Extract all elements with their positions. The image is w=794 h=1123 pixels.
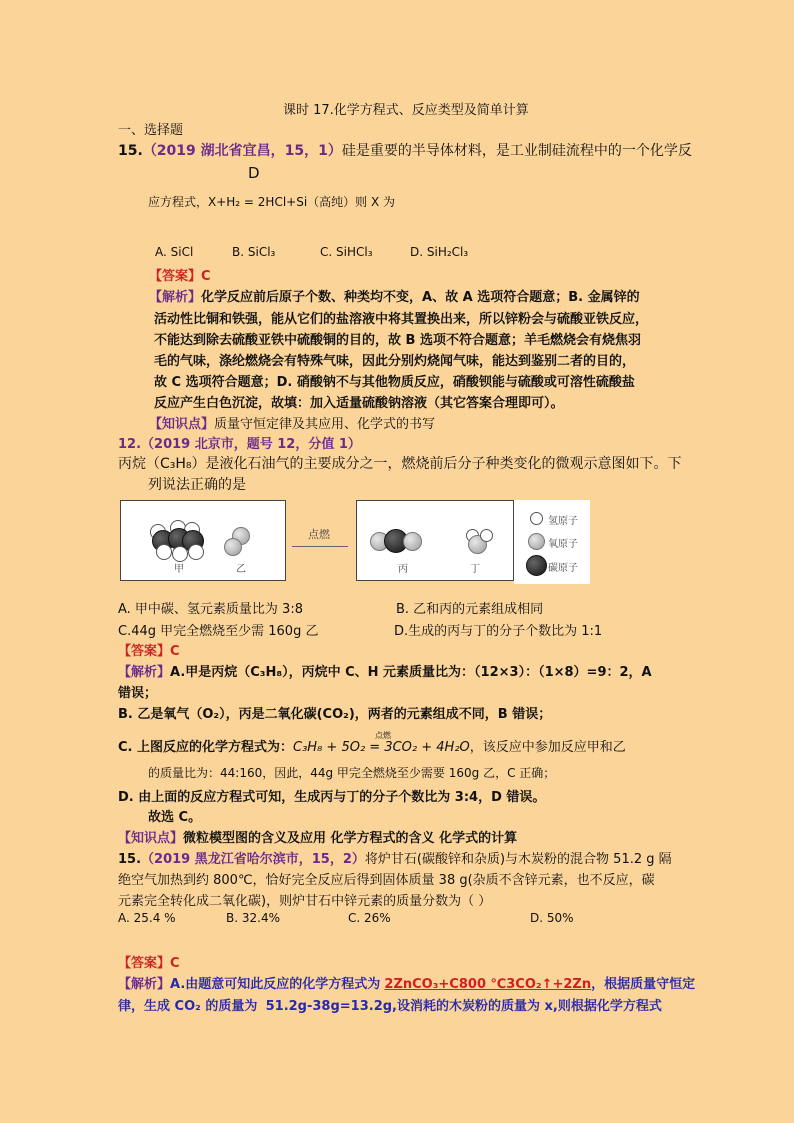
q1-number: 15. xyxy=(118,143,143,159)
q2-header xyxy=(118,433,361,452)
q3-analysis-line1 xyxy=(118,973,695,992)
label-bing: 丙 xyxy=(398,564,408,575)
legend-hydrogen: 氢原子 xyxy=(548,516,578,527)
q3-answer-label: 【答案】 xyxy=(118,956,171,971)
q3-answer-value: C xyxy=(170,956,180,971)
q2-option-c: C.44g 甲完全燃烧至少需 160g 乙 xyxy=(118,624,319,639)
q2-stem: 丙烷（C₃H₈）是液化石油气的主要成分之一，燃烧前后分子种类变化的微观示意图如下。下 xyxy=(118,456,682,472)
legend-carbon-icon xyxy=(526,555,547,576)
q2-kp-text: 微粒模型图的含义及应用 化学方程式的含义 化学式的计算 xyxy=(183,831,518,846)
q2-answer-label: 【答案】 xyxy=(118,644,171,659)
q3-number: 15. xyxy=(118,852,142,867)
q3-option-c: C. 26% xyxy=(348,911,391,925)
q1-analysis-line: 故 C 选项符合题意；D. 硝酸钠不与其他物质反应，硝酸钡能与硫酸或可溶性硫酸盐 xyxy=(154,375,635,390)
q1-analysis-text: 化学反应前后原子个数、种类均不变，A、故 A 选项符合题意；B. 金属锌的 xyxy=(201,290,640,305)
q3-analysis-label: 【解析】 xyxy=(118,977,171,992)
q1-option-c: C. SiHCl₃ xyxy=(320,245,373,259)
q1-option-b: B. SiCl₃ xyxy=(232,245,276,259)
legend-oxygen: 氧原子 xyxy=(548,539,578,550)
hydrogen-atom xyxy=(188,544,204,560)
oxygen-atom xyxy=(403,532,422,551)
arrow-label: 点燃 xyxy=(308,528,330,541)
q3-equation: 2ZnCO₃+C800 ℃3CO₂↑+2Zn xyxy=(384,977,592,992)
q2-analysis-c2: 的质量比为：44:160，因此，44g 甲完全燃烧至少需要 160g 乙，C 正确； xyxy=(148,766,556,780)
q1-answer-label: 【答案】 xyxy=(149,269,202,284)
hydrogen-atom xyxy=(480,529,493,542)
q3-stem-line xyxy=(118,848,672,867)
section-heading: 一、选择题 xyxy=(118,123,184,138)
page-title: 课时 17.化学方程式、反应类型及简单计算 xyxy=(283,103,529,118)
q1-stem2: 应方程式，X+H₂ = 2HCl+Si（高纯）则 X 为 xyxy=(148,195,396,209)
q2-analysis-a xyxy=(118,661,652,680)
q1-knowledge-point xyxy=(149,413,435,432)
q2-analysis-c-pre: C. 上图反应的化学方程式为： xyxy=(118,740,294,755)
oxygen-atom xyxy=(224,538,242,556)
molecule-diagram xyxy=(120,500,590,584)
q2-option-d: D.生成的丙与丁的分子个数比为 1:1 xyxy=(394,624,603,639)
q2-stem2: 列说法正确的是 xyxy=(148,477,246,493)
q3-source: （2019 黑龙江省哈尔滨市，15，2） xyxy=(141,852,365,867)
legend-oxygen-icon xyxy=(528,533,545,550)
q1-stem-line xyxy=(118,140,692,160)
q3-stem3: 元素完全转化成二氧化碳)，则炉甘石中锌元素的质量分数为（ ） xyxy=(118,894,492,909)
q2-option-b: B. 乙和丙的元素组成相同 xyxy=(396,602,544,617)
equation-condition: 点燃 xyxy=(375,731,392,740)
q2-analysis-label: 【解析】 xyxy=(118,665,171,680)
q2-conclusion: 故选 C。 xyxy=(148,810,202,825)
label-ding: 丁 xyxy=(470,564,480,575)
q2-knowledge-point xyxy=(118,827,517,846)
q2-analysis-c xyxy=(118,731,626,755)
q1-answer xyxy=(149,265,211,284)
q2-analysis-c-post: ，该反应中参加反应甲和乙 xyxy=(469,740,626,755)
q1-analysis-label: 【解析】 xyxy=(149,290,202,305)
q1-kp-text: 质量守恒定律及其应用、化学式的书写 xyxy=(214,417,436,432)
q3-answer xyxy=(118,952,180,971)
q3-analysis-line2 xyxy=(118,995,662,1014)
q3-stem2: 绝空气加热到约 800℃，恰好完全反应后得到固体质量 38 g(杂质不含锌元素，也不反应，碳 xyxy=(118,873,655,888)
q3-analysis-1a: A.由题意可知此反应的化学方程式为 xyxy=(170,977,381,992)
q1-option-a: A. SiCl xyxy=(155,245,194,259)
q2-analysis-a-text: A.甲是丙烷（C₃H₈），丙烷中 C、H 元素质量比为：（12×3）：（1×8）=9：2，A xyxy=(170,665,652,680)
q2-source: （2019 北京市，题号 12，分值 1） xyxy=(141,437,361,452)
q3-analysis-2a: 律，生成 CO₂ 的质量为 xyxy=(118,999,258,1014)
q1-analysis-line: 不能达到除去硫酸亚铁中硫酸铜的目的，故 B 选项不符合题意；羊毛燃烧会有烧焦羽 xyxy=(154,333,641,348)
q1-answer-value: C xyxy=(201,269,211,284)
q3-analysis-1c: ，根据质量守恒定 xyxy=(591,977,696,992)
equation-text: C₃H₈ + 5O₂ = 3CO₂ + 4H₂O xyxy=(293,740,470,755)
q1-kp-label: 【知识点】 xyxy=(149,417,215,432)
q2-answer xyxy=(118,640,180,659)
q3-stem: 将炉甘石(碳酸锌和杂质)与木炭粉的混合物 51.2 g 隔 xyxy=(364,852,672,867)
q3-analysis-2b: 51.2g-38g=13.2g,设消耗的木炭粉的质量为 x,则根据化学方程式 xyxy=(265,999,662,1014)
q1-stem: 硅是重要的半导体材料，是工业制硅流程中的一个化学反 xyxy=(341,143,692,159)
q3-option-d: D. 50% xyxy=(530,911,574,925)
q3-option-a: A. 25.4 % xyxy=(118,911,176,925)
legend-carbon: 碳原子 xyxy=(548,563,578,574)
q2-option-a: A. 甲中碳、氢元素质量比为 3:8 xyxy=(118,602,303,617)
q1-option-d: D. SiH₂Cl₃ xyxy=(410,245,469,259)
q1-handwritten-mark: D xyxy=(248,164,260,182)
reaction-arrow xyxy=(292,546,348,547)
q1-analysis-line xyxy=(149,286,640,305)
q2-analysis-a2: 错误； xyxy=(118,686,158,701)
q2-kp-label: 【知识点】 xyxy=(118,831,184,846)
label-yi: 乙 xyxy=(236,564,246,575)
legend-hydrogen-icon xyxy=(530,512,543,525)
q2-number: 12. xyxy=(118,437,142,452)
q3-option-b: B. 32.4% xyxy=(226,911,280,925)
q2-analysis-d: D. 由上面的反应方程式可知，生成丙与丁的分子个数比为 3:4，D 错误。 xyxy=(118,790,546,805)
hydrogen-atom xyxy=(156,544,172,560)
q1-source: （2019 湖北省宜昌，15，1） xyxy=(142,143,342,159)
label-jia: 甲 xyxy=(174,564,184,575)
chemical-equation xyxy=(293,731,470,755)
q1-analysis-line: 毛的气味，涤纶燃烧会有特殊气味，因此分别灼烧闻气味，能达到鉴别二者的目的， xyxy=(154,354,636,369)
q2-answer-value: C xyxy=(170,644,180,659)
q1-analysis-line: 反应产生白色沉淀，故填：加入适量硫酸钠溶液（其它答案合理即可）。 xyxy=(154,396,564,411)
q1-analysis-line: 活动性比铜和铁强，能从它们的盐溶液中将其置换出来，所以锌粉会与硫酸亚铁反应， xyxy=(154,312,649,327)
q2-analysis-b: B. 乙是氧气（O₂），丙是二氧化碳(CO₂)，两者的元素组成不同，B 错误； xyxy=(118,707,552,722)
